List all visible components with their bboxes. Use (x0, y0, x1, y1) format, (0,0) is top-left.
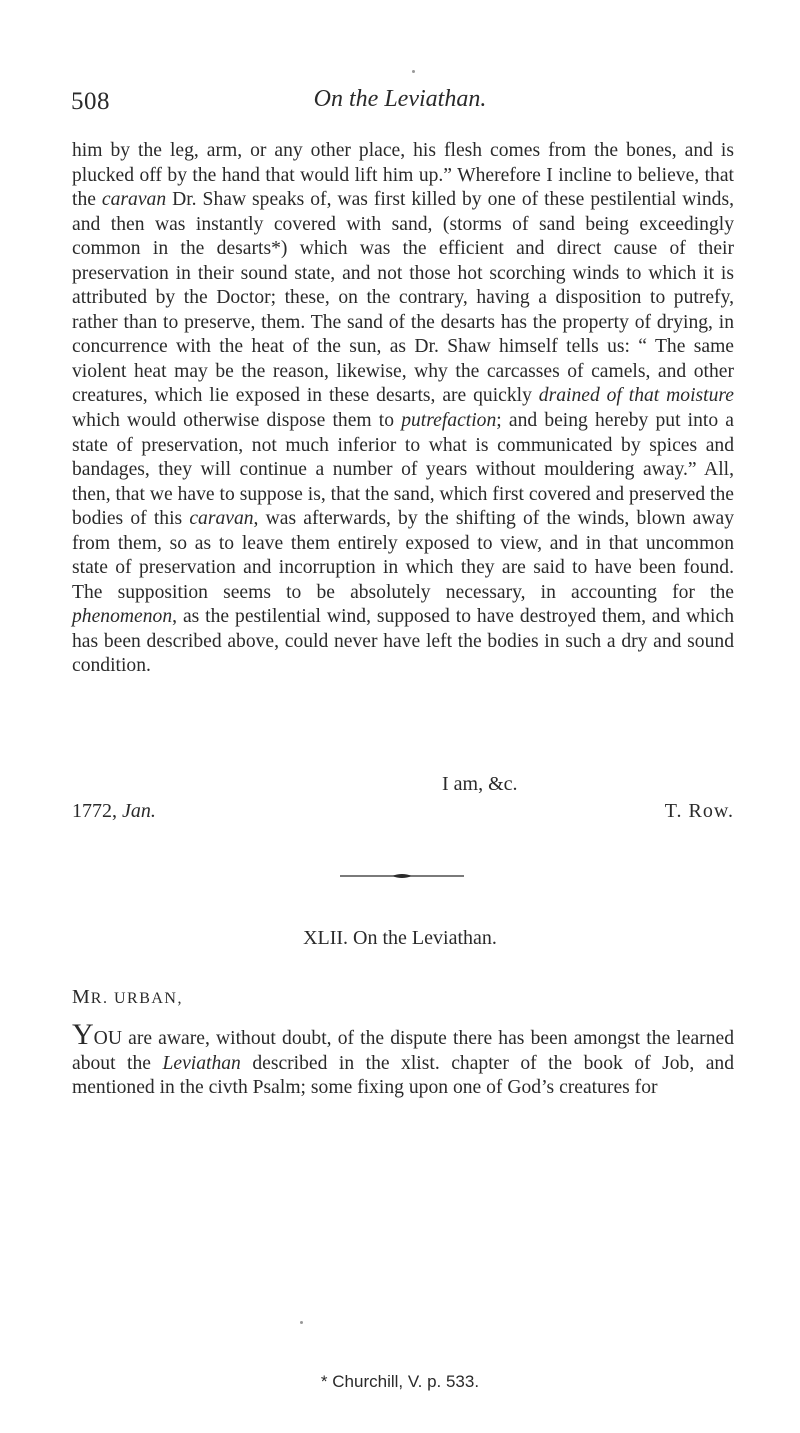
text-run: him by the leg, arm, or any other place, his flesh comes from the bones, and is plucked off by the hand that would lift him up.” Wherefore I incline to believe, that the (72, 140, 734, 211)
italic-caravan: caravan (189, 508, 254, 530)
italic-caravan: caravan (101, 189, 167, 211)
ink-speck (300, 1321, 303, 1324)
italic-leviathan: Leviathan (162, 1052, 241, 1074)
author-signature: T. Row. (664, 800, 734, 822)
text-run: OU are aware, without doubt, of the dispute there has been amongst the learned about the (72, 1028, 734, 1074)
text-run: which would otherwise dispose them to (72, 410, 402, 432)
text-run: Dr. Shaw speaks of, was first killed by one of these pestilential winds, and then was instantly covered with sand, (storms of sand being exceedingly common in the desarts*) which was the efficient and direct cause of their preservation in their sound state, and not those hot scorching winds to which it is attributed by the Doctor; these, on the contrary, having a disposition to putrefy, rather than to preserve, them. The sand of the desarts has the property of drying, in concurrence with the heat of the sun, as Dr. Shaw himself tells us: “ The same violent heat may be the reason, likewise, why the carcasses of camels, and other creatures, which lie exposed in these desarts, are quickly (72, 189, 734, 407)
footnote: * Churchill, V. p. 533. (320, 1372, 480, 1391)
text-run: , as the pestilential wind, supposed to have destroyed them, and which has been described above, could never have left the bodies in such a dry and sound condition. (72, 606, 734, 677)
closing-line: I am, &c. (442, 773, 518, 795)
paragraph-text (72, 139, 734, 679)
letter-text (72, 1018, 735, 1101)
body-paragraph (72, 139, 734, 679)
italic-phenomenon: phenomenon (72, 606, 173, 628)
salutation-small-caps-rest: RBAN, (127, 990, 183, 1007)
salutation-small-caps: R. U (90, 990, 128, 1007)
page-number: 508 (71, 88, 110, 115)
running-title: On the Leviathan. (313, 86, 487, 112)
drop-cap: Y (72, 1018, 94, 1051)
text-run: described in the xlist. chapter of the book of Job, and mentioned in the civth Psalm; some fixing upon one of God’s creatures for (72, 1052, 735, 1099)
date-month: Jan. (122, 800, 156, 822)
letter-date (72, 800, 156, 823)
salutation-initial: M (72, 986, 91, 1008)
page-header (0, 82, 800, 122)
letter-paragraph (72, 1018, 735, 1101)
ink-speck (412, 70, 415, 73)
date-year: 1772, (72, 800, 117, 822)
signature-block (72, 773, 734, 843)
italic-drained: drained of that moisture (538, 385, 734, 407)
salutation (72, 986, 183, 1009)
section-divider (340, 872, 464, 880)
italic-putrefaction: putrefaction (401, 410, 497, 432)
section-heading: XLII. On the Leviathan. (303, 927, 497, 949)
text-run: , was afterwards, by the shifting of the winds, blown away from them, so as to leave them entirely exposed to view, and in that uncommon state of preservation and incorruption in which they are said to have been found. The supposition seems to be absolutely necessary, in accounting for the (72, 508, 734, 603)
text-run: ; and being hereby put into a state of preservation, not much inferior to what is communicated by spices and bandages, they will continue a number of years without mouldering away.” All, then, that we have to suppose is, that the sand, which first covered and preserved the bodies of this (72, 410, 735, 530)
